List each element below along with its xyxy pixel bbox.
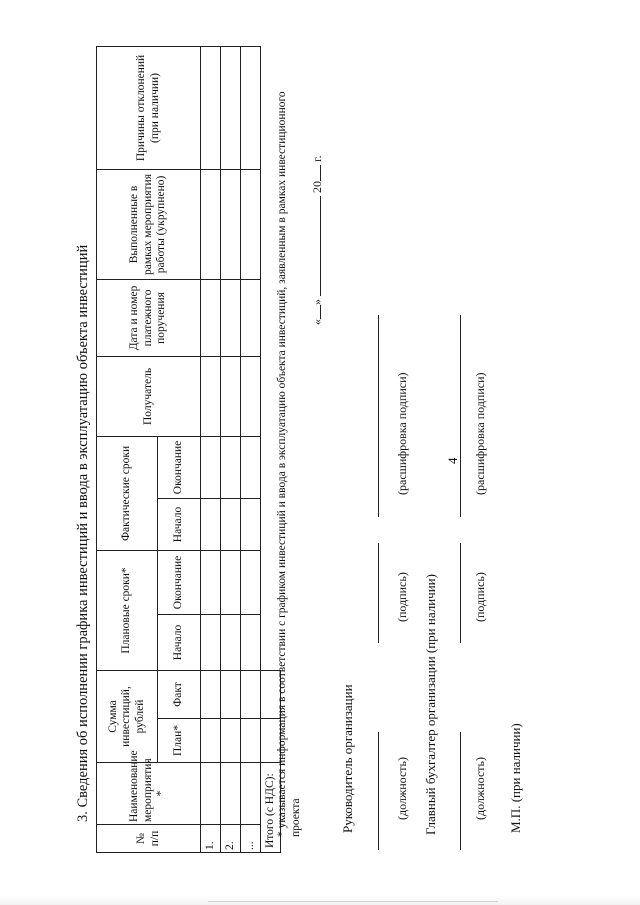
stamp-label: М.П. (при наличии) [508,723,523,833]
date-year-suffix: г. [310,155,324,162]
header-actual-start: Начало [158,498,201,550]
date-year-prefix: 20 [310,181,324,193]
accountant-signature-line [460,543,461,643]
header-reasons: Причины отклонений (при наличии) [97,46,201,169]
accountant-decoding-line [460,315,461,517]
header-planned-dates: Плановые сроки* [97,550,158,670]
header-recipient: Получатель [97,356,201,436]
header-name: Наименование мероприятия * [97,763,201,825]
header-planned-end: Окончание [158,550,201,614]
header-sum-fact: Факт [158,670,201,718]
head-decoding-line [378,315,379,517]
accountant-position-caption: (должность) [473,757,487,820]
header-actual-end: Окончание [158,436,201,498]
date-line [310,155,325,325]
page-number: 4 [445,457,460,464]
header-actual-dates: Фактические сроки [97,436,158,550]
accountant-position-line [460,732,461,850]
header-row [97,46,158,852]
header-sum: Сумма инвестиций, рублей [97,670,158,762]
investment-schedule-table [96,46,281,853]
scan-artifact-line [208,901,498,902]
section-title: 3. Сведения об исполнении графика инвестиций и ввода в эксплуатацию объекта инвестиций [75,244,91,822]
date-open-quote: « [310,319,324,325]
header-payment: Дата и номер платежного поручения [97,279,201,356]
scan-bottom-edge [0,895,640,905]
head-position-line [378,732,379,850]
row-number: 2. [221,825,241,853]
head-decoding-caption: (расшифровка подписи) [395,372,409,495]
row-number: 1. [201,825,221,853]
footnote: * указывается информация в соответствии с графиком инвестиций и ввода в эксплуатацию объекта инвестиций, заявленным в рамках инвестиционного проекта [276,91,302,837]
header-sum-plan: План* [158,719,201,763]
header-planned-start: Начало [158,614,201,670]
head-signature-caption: (подпись) [395,572,409,622]
head-position-caption: (должность) [395,757,409,820]
row-number: ... [241,825,261,853]
date-close-quote: » [310,299,324,305]
table-row [201,46,221,852]
head-signature-line [378,543,379,643]
total-label: Итого (с НДС): [261,763,281,853]
accountant-decoding-caption: (расшифровка подписи) [473,372,487,495]
table-row [241,46,261,852]
table-row [221,46,241,852]
accountant-signature-caption: (подпись) [473,572,487,622]
head-label: Руководитель организации [340,684,355,833]
accountant-label: Главный бухгалтер организации (при наличии) [423,574,438,835]
header-num: № п/п [97,825,201,853]
header-works: Выполненные в рамках мероприятия работы (укрупнено) [97,169,201,279]
